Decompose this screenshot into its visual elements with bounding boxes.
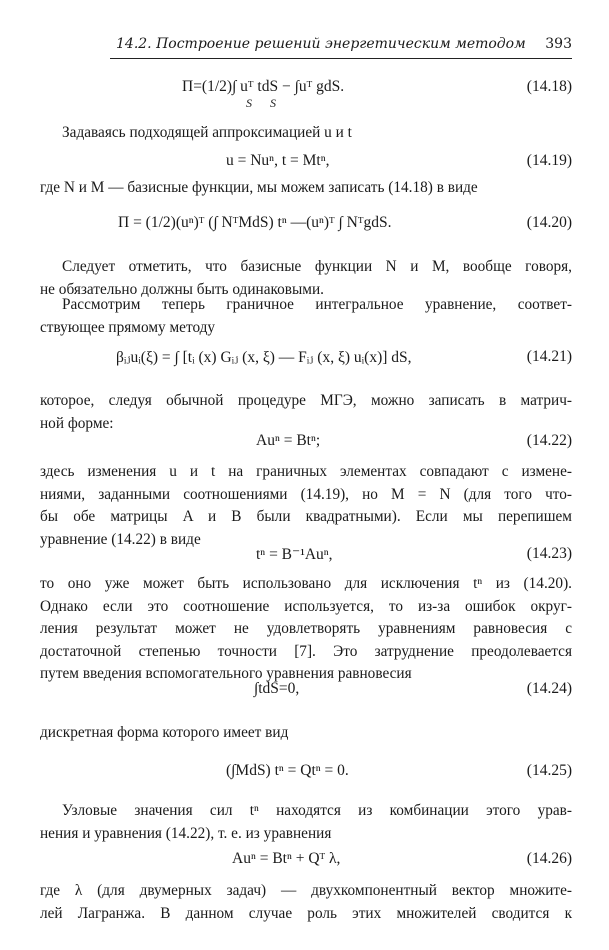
equation-body: βᵢⱼuᵢ(ξ) = ∫ [tᵢ (x) Gᵢⱼ (x, ξ) — Fᵢⱼ (x, ξ) uᵢ(x)] dS, bbox=[116, 349, 412, 366]
text-line: где λ (для двумерных задач) — двухкомпонентный вектор множите- bbox=[40, 882, 572, 899]
equation-number: (14.21) bbox=[526, 348, 572, 365]
text-line: то оно уже может быть использовано для исключения tⁿ из (14.20). bbox=[40, 575, 572, 592]
equation-body: Π=(1/2)∫ uᵀ tdS − ∫uᵀ gdS. bbox=[182, 78, 345, 95]
page-number: 393 bbox=[545, 36, 572, 52]
equation-number: (14.19) bbox=[526, 152, 572, 169]
text-line: путем введения вспомогательного уравнения равновесия bbox=[40, 665, 412, 683]
equation-body: Auⁿ = Btⁿ + Qᵀ λ, bbox=[232, 850, 341, 867]
text-line: Однако если это соотношение используется, то из-за ошибок округ- bbox=[40, 597, 572, 615]
text-line: ствующее прямому методу bbox=[40, 318, 216, 336]
text-line: ниями, заданными соотношениями (14.19), но M = N (для того что- bbox=[40, 485, 572, 503]
equation-number: (14.24) bbox=[526, 680, 572, 697]
equation-14-18 bbox=[60, 74, 572, 110]
equation-14-20 bbox=[60, 210, 572, 240]
text-line: достаточной степенью точности [7]. Это затруднение преодолевается bbox=[40, 642, 572, 660]
text-line: дискретная форма которого имеет вид bbox=[40, 724, 289, 741]
equation-14-22 bbox=[60, 428, 572, 458]
equation-body: tⁿ = B⁻¹Auⁿ, bbox=[256, 546, 333, 563]
equation-subscript: S S bbox=[246, 96, 276, 110]
paragraph bbox=[40, 573, 572, 686]
text-line: которое, следуя обычной процедуре МГЭ, можно записать в матрич- bbox=[40, 392, 572, 409]
text-line: ной форме: bbox=[40, 414, 114, 432]
text-line: бы обе матрицы A и B были квадратными). Если мы перепишем bbox=[40, 508, 572, 526]
equation-number: (14.20) bbox=[526, 214, 572, 231]
text-line: где N и M — базисные функции, мы можем записать (14.18) в виде bbox=[40, 179, 478, 196]
equation-body: Auⁿ = Btⁿ; bbox=[256, 432, 321, 449]
running-title: 14.2. Построение решений энергетическим методом bbox=[116, 36, 526, 52]
equation-14-21 bbox=[60, 344, 572, 374]
equation-14-24 bbox=[60, 676, 572, 706]
running-header bbox=[110, 36, 572, 59]
paragraph bbox=[40, 800, 572, 845]
paragraph bbox=[40, 722, 572, 745]
text-line: нения и уравнения (14.22), т. е. из уравнения bbox=[40, 824, 332, 842]
paragraph bbox=[40, 294, 572, 339]
equation-body: (∫MdS) tⁿ = Qtⁿ = 0. bbox=[226, 762, 349, 779]
equation-number: (14.22) bbox=[526, 432, 572, 449]
equation-14-26 bbox=[60, 846, 572, 876]
text-line: ления результат может не удовлетворять уравнениям равновесия с bbox=[40, 620, 572, 638]
text-line: Задаваясь подходящей аппроксимацией u и t bbox=[62, 124, 352, 141]
equation-number: (14.23) bbox=[526, 545, 572, 562]
paragraph bbox=[40, 122, 572, 145]
text-line: здесь изменения u и t на граничных элементах совпадают с измене- bbox=[40, 463, 572, 480]
text-line: Узловые значения сил tⁿ находятся из комбинации этого урав- bbox=[62, 802, 572, 819]
text-line: Следует отметить, что базисные функции N и M, вообще говоря, bbox=[62, 258, 572, 275]
text-line: лей Лагранжа. В данном случае роль этих множителей сводится к bbox=[40, 904, 572, 922]
paragraph bbox=[40, 880, 572, 925]
equation-number: (14.18) bbox=[526, 78, 572, 95]
equation-14-19 bbox=[60, 148, 572, 178]
text-line: не обязательно должны быть одинаковыми. bbox=[40, 280, 324, 298]
equation-number: (14.26) bbox=[526, 850, 572, 867]
text-line: уравнение (14.22) в виде bbox=[40, 530, 201, 548]
equation-14-25 bbox=[60, 758, 572, 788]
text-line: Рассмотрим теперь граничное интегральное уравнение, соответ- bbox=[62, 296, 572, 313]
equation-body: u = Nuⁿ, t = Mtⁿ, bbox=[226, 152, 330, 169]
equation-body: Π = (1/2)(uⁿ)ᵀ (∫ NᵀMdS) tⁿ —(uⁿ)ᵀ ∫ NᵀgdS. bbox=[118, 214, 392, 231]
equation-14-23 bbox=[60, 541, 572, 571]
equation-body: ∫tdS=0, bbox=[254, 680, 300, 697]
paragraph bbox=[40, 177, 572, 200]
equation-number: (14.25) bbox=[526, 762, 572, 779]
paragraph bbox=[40, 461, 572, 551]
